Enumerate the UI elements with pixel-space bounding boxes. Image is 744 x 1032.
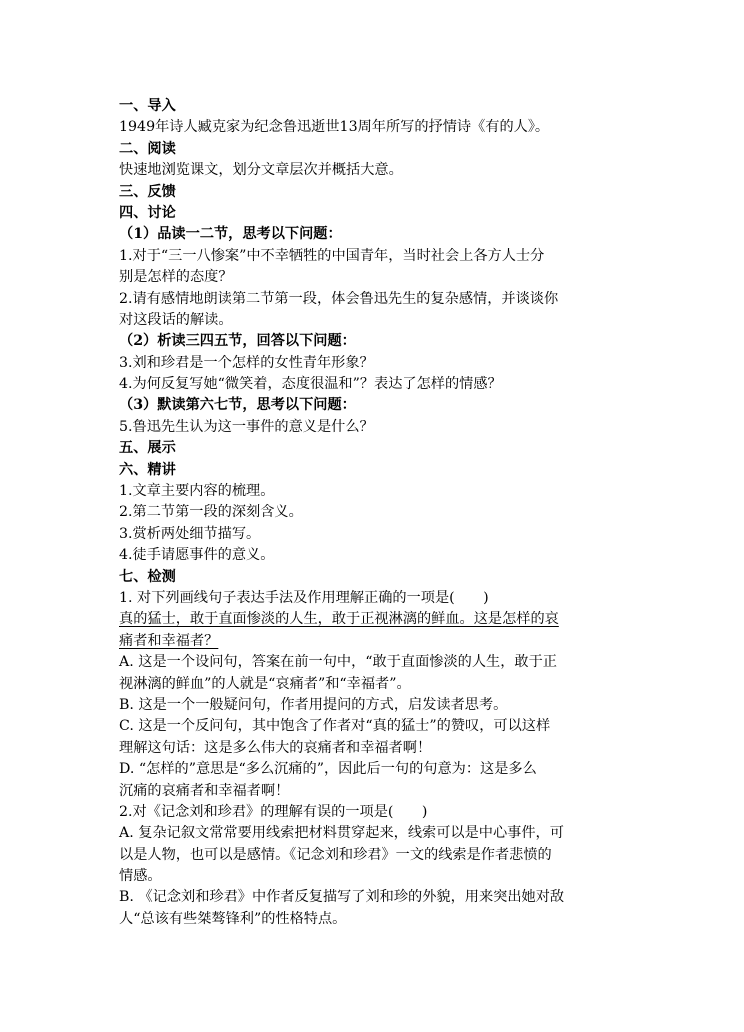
test-1-option-d-line-1: D. “怎样的”意思是“多么沉痛的”，因此后一句的句意为：这是多么 [119,761,537,778]
discussion-question-5: 5.鲁迅先生认为这一事件的意义是什么？ [119,418,374,435]
discussion-subheading-2: （2）析读三四五节，回答以下问题： [119,333,356,350]
section-title-lecture: 六、精讲 [119,461,176,478]
section-title-showcase: 五、展示 [119,440,176,457]
test-1-stem: 1. 对下列画线句子表达手法及作用理解正确的一项是( ) [119,589,489,606]
test-1-option-a-line-1: A. 这是一个设问句，答案在前一句中，“敢于直面惨淡的人生，敢于正 [119,654,557,671]
discussion-question-3: 3.刘和珍君是一个怎样的女性青年形象？ [119,354,374,371]
test-1-quote-line-2 [119,631,639,652]
section-title-discussion: 四、讨论 [119,204,176,221]
discussion-question-1-line-2: 别是怎样的态度？ [119,269,233,286]
discussion-question-2-line-1: 2.请有感情地朗读第二节第一段，体会鲁迅先生的复杂感情，并谈谈你 [119,290,559,307]
intro-text: 1949年诗人臧克家为纪念鲁迅逝世13周年所写的抒情诗《有的人》。 [119,119,550,136]
discussion-question-4: 4.为何反复写她“微笑着，态度很温和”？表达了怎样的情感？ [119,376,502,393]
lecture-item-2: 2.第二节第一段的深刻含义。 [119,504,303,521]
test-1-quote-underlined-2: 痛者和幸福者？ [119,632,219,649]
test-2-option-a-line-3: 情感。 [119,868,162,885]
test-2-option-a-line-2: 以是人物，也可以是感情。《记念刘和珍君》一文的线索是作者悲愤的 [119,846,552,863]
lecture-item-4: 4.徒手请愿事件的意义。 [119,547,275,564]
test-1-option-c-line-1: C. 这是一个反问句，其中饱含了作者对“真的猛士”的赞叹，可以这样 [119,718,551,735]
discussion-question-2-line-2: 对这段话的解读。 [119,311,233,328]
discussion-question-1-line-1: 1.对于“三一八惨案”中不幸牺牲的中国青年，当时社会上各方人士分 [119,247,545,264]
test-1-option-c-line-2: 理解这句话：这是多么伟大的哀痛者和幸福者啊！ [119,739,432,756]
test-2-option-a-line-1: A. 复杂记叙文常常要用线索把材料贯穿起来，线索可以是中心事件，可 [119,825,564,842]
test-2-stem: 2.对《记念刘和珍君》的理解有误的一项是( ) [119,803,428,820]
test-1-option-b: B. 这是一个一般疑问句，作者用提问的方式，启发读者思考。 [119,696,508,713]
section-title-feedback: 三、反馈 [119,183,176,200]
reading-text: 快速地浏览课文，划分文章层次并概括大意。 [119,162,403,179]
section-title-test: 七、检测 [119,568,176,585]
test-1-option-a-line-2: 视淋漓的鲜血”的人就是“哀痛者”和“幸福者”。 [119,675,411,692]
test-2-option-b-line-1: B. 《记念刘和珍君》中作者反复描写了刘和珍的外貌，用来突出她对敌 [119,889,565,906]
discussion-subheading-1: （1）品读一二节，思考以下问题： [119,226,342,243]
lecture-item-1: 1.文章主要内容的梳理。 [119,483,275,500]
test-2-option-b-line-2: 人“总该有些桀骜锋利”的性格特点。 [119,910,347,927]
discussion-subheading-3: （3）默读第六七节，思考以下问题： [119,397,356,414]
document-page [119,96,639,930]
test-1-quote-underlined-1: 真的猛士，敢于直面惨淡的人生，敢于正视淋漓的鲜血。这是怎样的哀 [119,611,559,628]
test-1-quote-line-1 [119,609,639,630]
test-1-option-d-line-2: 沉痛的哀痛者和幸福者啊！ [119,782,290,799]
section-title-intro: 一、导入 [119,98,176,114]
section-title-reading: 二、阅读 [119,140,176,157]
lecture-item-3: 3.赏析两处细节描写。 [119,525,261,542]
